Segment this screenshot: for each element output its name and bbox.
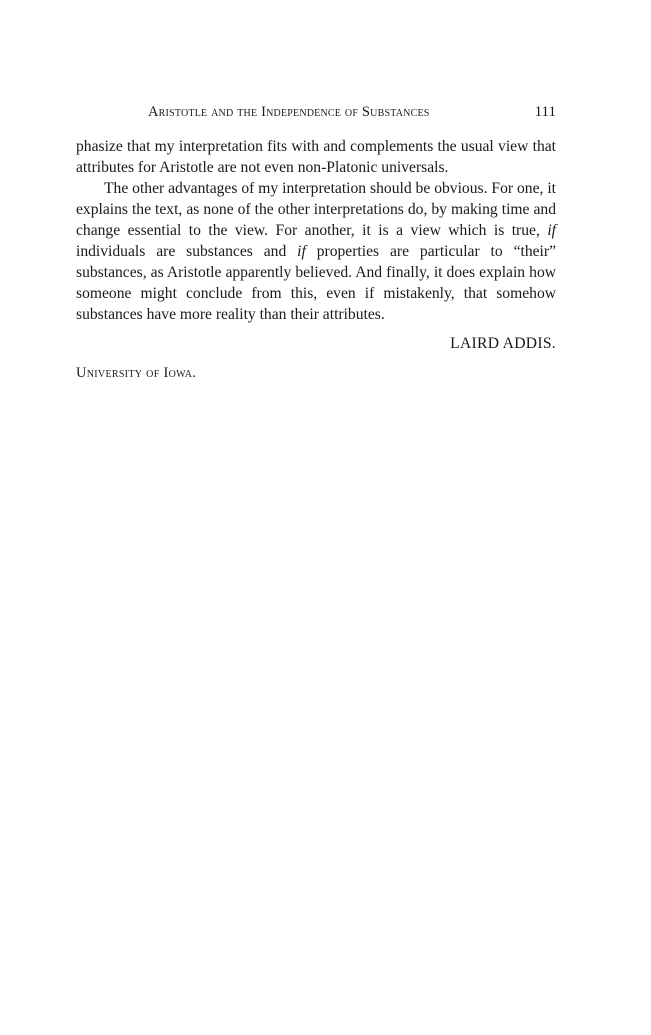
author-affiliation: University of Iowa. (76, 365, 197, 381)
page-number: 111 (534, 104, 556, 120)
paragraph-text-segment: individuals are substances and (76, 243, 298, 260)
paragraph-text-segment: properties are particular to “their” substances, as Aristotle apparently believed. And finally, it does explain how someone might conclude from this, even if mistakenly, that somehow substances have more reality than their attributes. (76, 243, 557, 323)
paragraph-text-segment: The other advantages of my interpretation should be obvious. For one, it explains the text, as none of the other interpretations do, by making time and change essential to the view. For another, it is a view which is true, (76, 180, 556, 239)
paragraph-continuation: phasize that my interpretation fits with and complements the usual view that attributes for Aristotle are not even non-Platonic universals. (76, 138, 556, 176)
body-text (76, 136, 556, 325)
paragraph-advantages (76, 178, 556, 325)
italic-if-2: if (297, 243, 306, 260)
author-signature: LAIRD ADDIS. (450, 335, 556, 352)
italic-if-1: if (547, 222, 556, 239)
running-title: Aristotle and the Independence of Substances (148, 104, 430, 120)
running-head (76, 101, 556, 123)
